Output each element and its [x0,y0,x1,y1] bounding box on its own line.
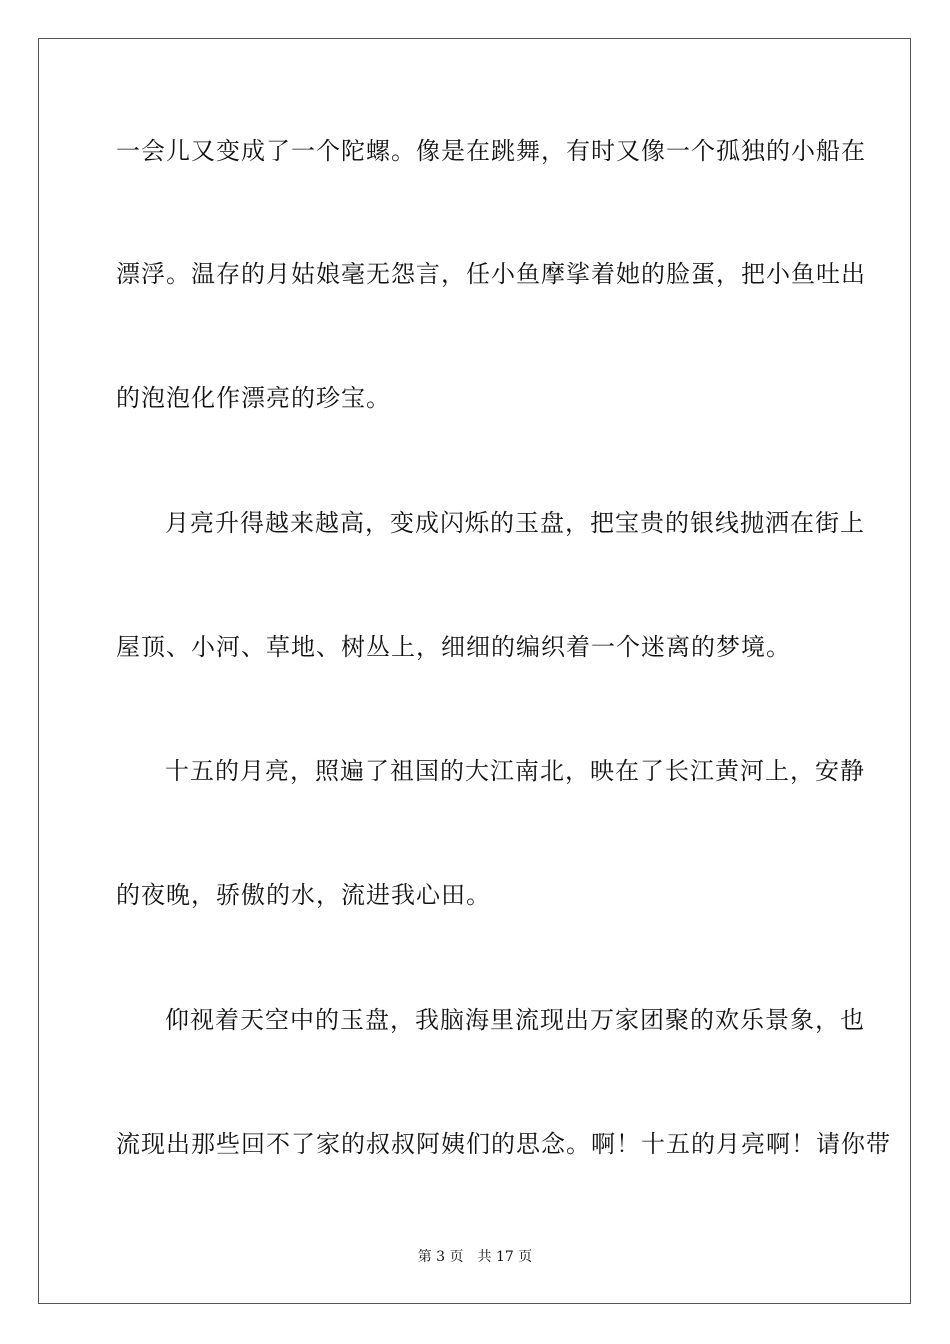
paragraph-line: 一会儿又变成了一个陀螺。像是在跳舞，有时又像一个孤独的小船在 [116,137,866,165]
paragraph-line: 的泡泡化作漂亮的珍宝。 [116,384,391,412]
paragraph-line: 的夜晚，骄傲的水，流进我心田。 [116,881,491,909]
page-border [38,38,911,1304]
paragraph-line: 十五的月亮，照遍了祖国的大江南北，映在了长江黄河上，安静 [165,757,865,785]
page-number: 第 3 页 [417,1249,464,1265]
total-pages: 共 17 页 [477,1249,533,1265]
page-footer [0,1248,950,1266]
paragraph-line: 月亮升得越来越高，变成闪烁的玉盘，把宝贵的银线抛洒在街上 [165,509,865,537]
paragraph-line: 屋顶、小河、草地、树丛上，细细的编织着一个迷离的梦境。 [116,633,791,661]
paragraph-line: 仰视着天空中的玉盘，我脑海里流现出万家团聚的欢乐景象，也 [165,1006,865,1034]
paragraph-line: 流现出那些回不了家的叔叔阿姨们的思念。啊！十五的月亮啊！请你带 [116,1130,891,1158]
paragraph-line: 漂浮。温存的月姑娘毫无怨言，任小鱼摩挲着她的脸蛋，把小鱼吐出 [116,260,866,288]
